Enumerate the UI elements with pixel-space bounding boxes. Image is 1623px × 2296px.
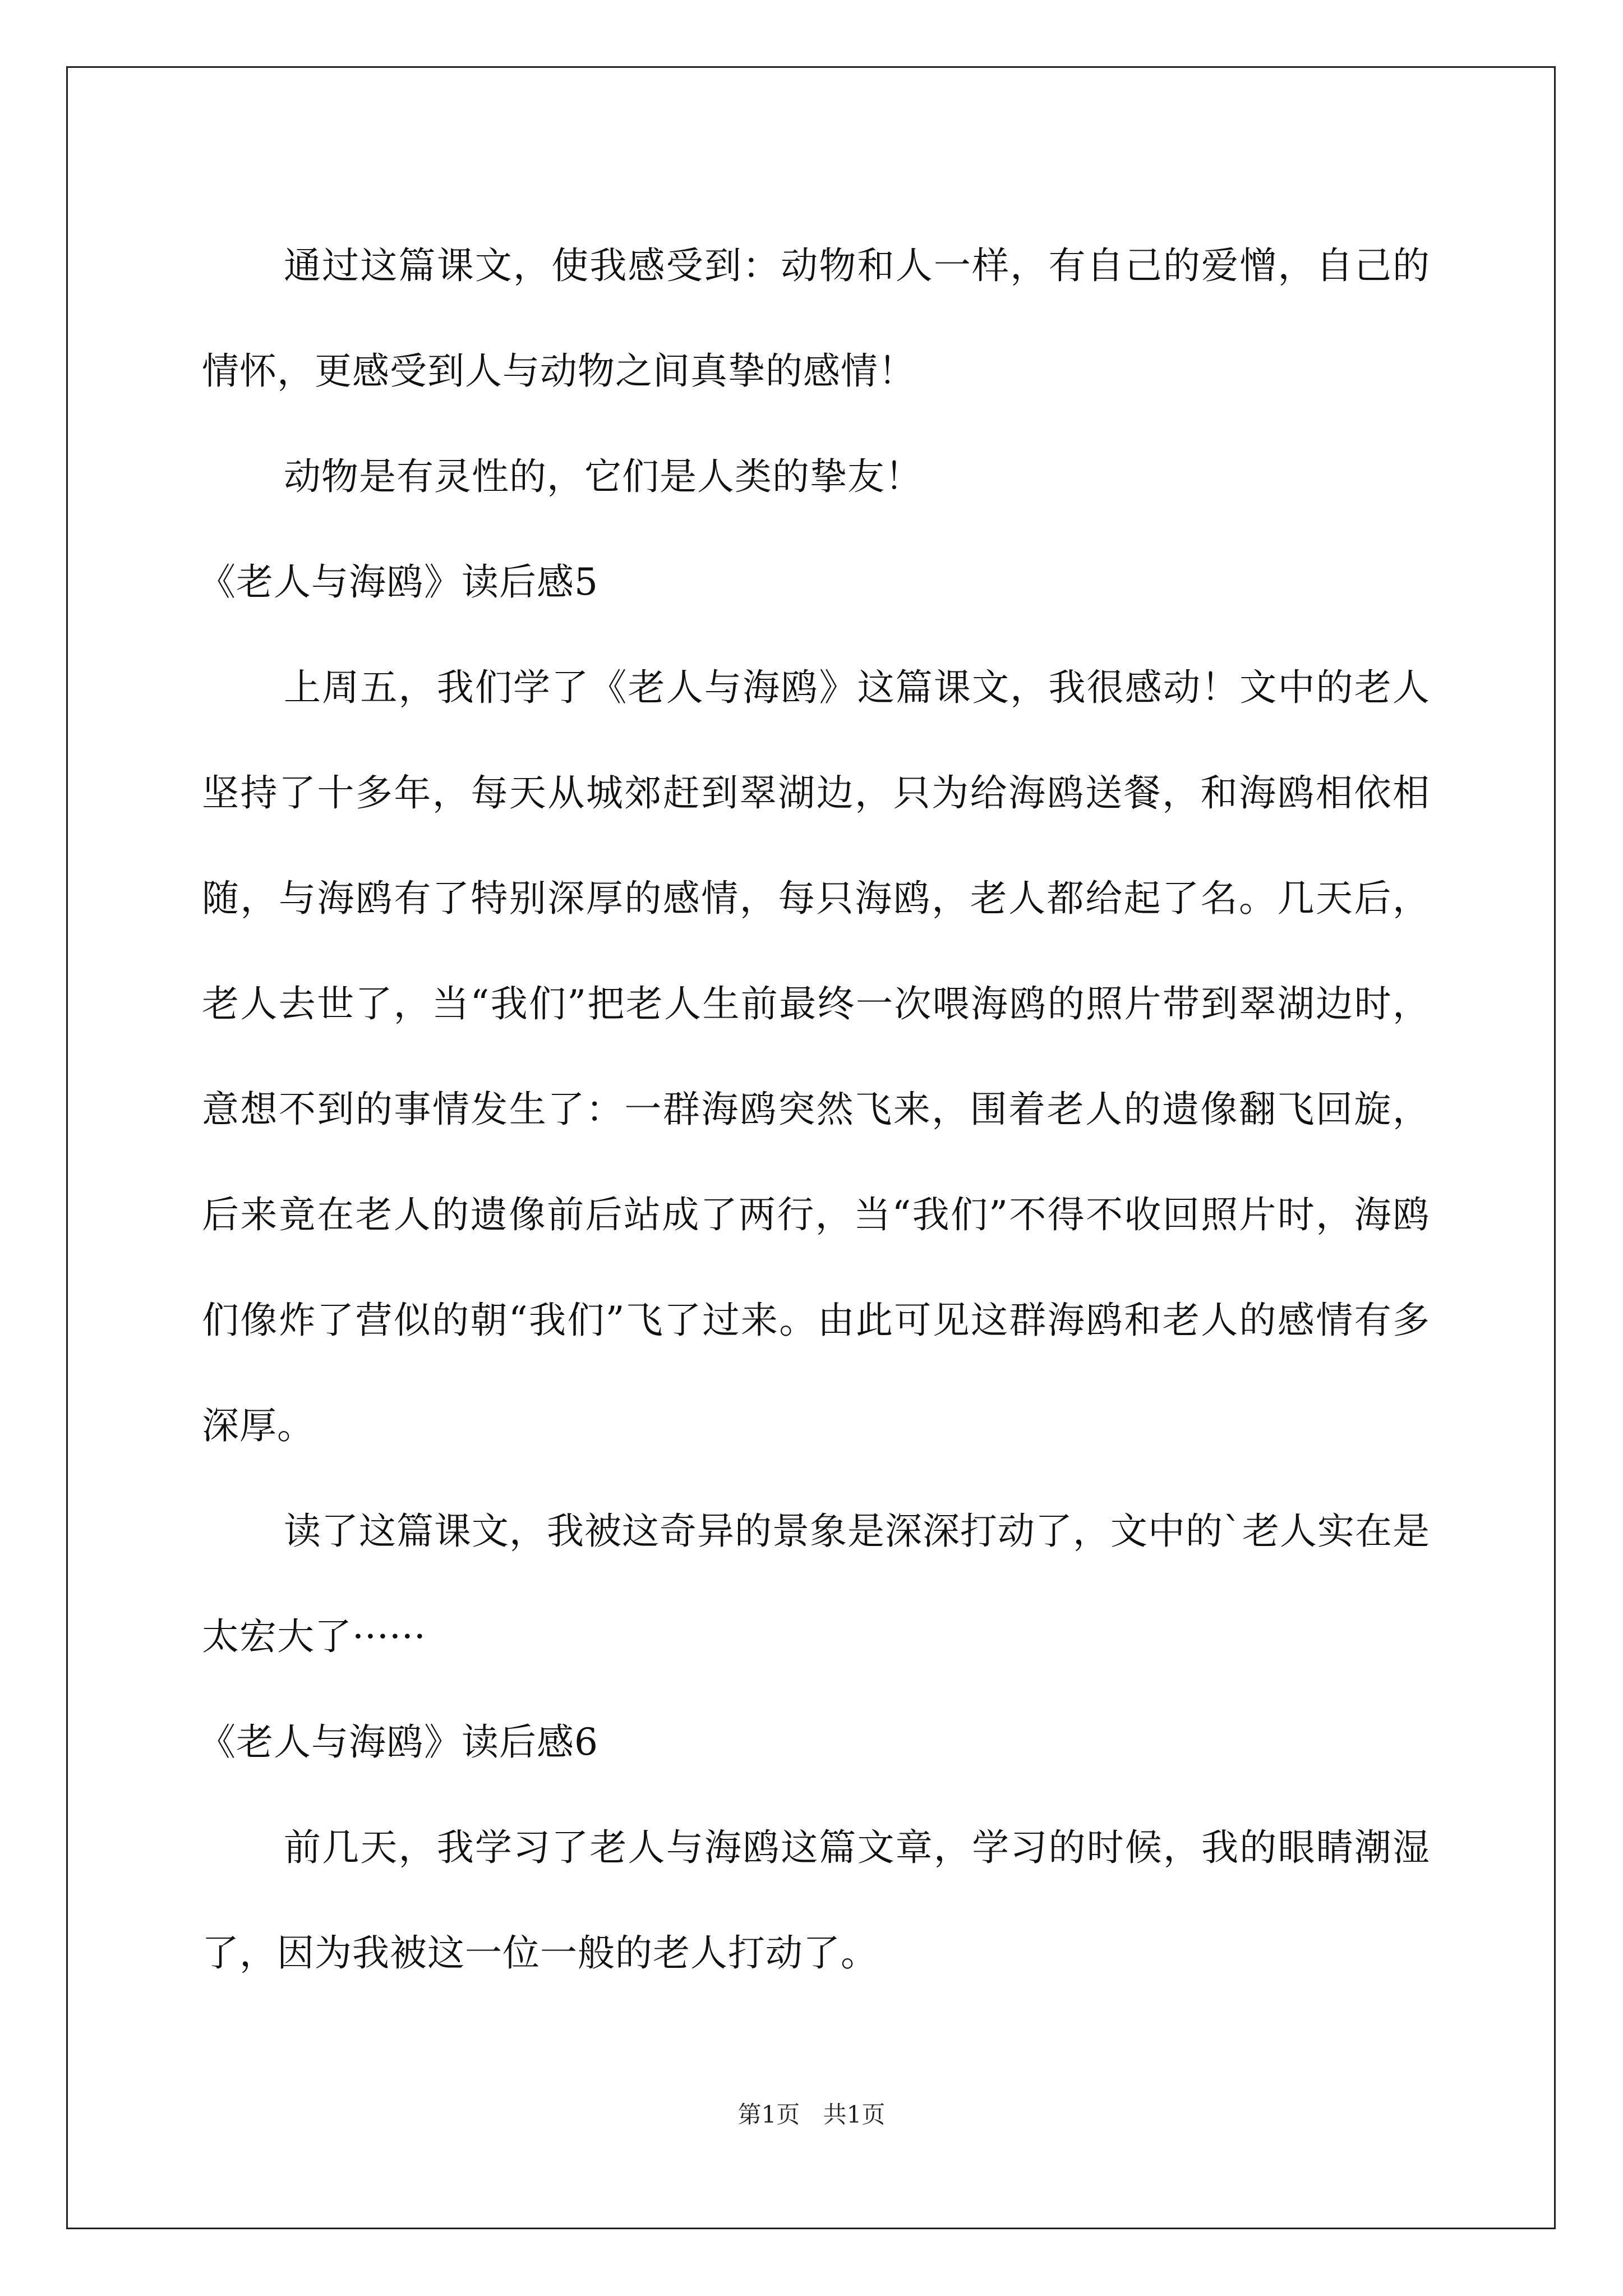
section-heading: 《老人与海鸥》读后感6 <box>199 1720 598 1764</box>
section-heading: 《老人与海鸥》读后感5 <box>199 560 598 604</box>
page-number: 第1页 <box>737 2101 800 2128</box>
document-body <box>199 213 1430 2006</box>
paragraph: 动物是有灵性的，它们是人类的挚友！ <box>284 455 923 498</box>
paragraph: 上周五，我们学了《老人与海鸥》这篇课文，我很感动！文中的老人坚持了十多年，每天从城郊赶到翠湖边，只为给海鸥送餐，和海鸥相依相随，与海鸥有了特别深厚的感情，每只海鸥，老人都给起了名。几天后，老人去世了，当“我们”把老人生前最终一次喂海鸥的照片带到翠湖边时，意想不到的事情发生了：一群海鸥突然飞来，围着老人的遗像翻飞回旋，后来竟在老人的遗像前后站成了两行，当“我们”不得不收回照片时，海鸥们像炸了营似的朝“我们”飞了过来。由此可见这群海鸥和老人的感情有多深厚。 <box>202 666 1430 1447</box>
paragraph: 读了这篇课文，我被这奇异的景象是深深打动了，文中的`老人实在是太宏大了······ <box>202 1510 1430 1658</box>
page-footer <box>0 2098 1623 2132</box>
paragraph: 前几天，我学习了老人与海鸥这篇文章，学习的时候，我的眼睛潮湿了，因为我被这一位一般的老人打动了。 <box>202 1826 1430 1975</box>
paragraph: 通过这篇课文，使我感受到：动物和人一样，有自己的爱憎，自己的情怀，更感受到人与动物之间真挚的感情！ <box>202 244 1430 393</box>
page-count: 共1页 <box>823 2101 886 2128</box>
